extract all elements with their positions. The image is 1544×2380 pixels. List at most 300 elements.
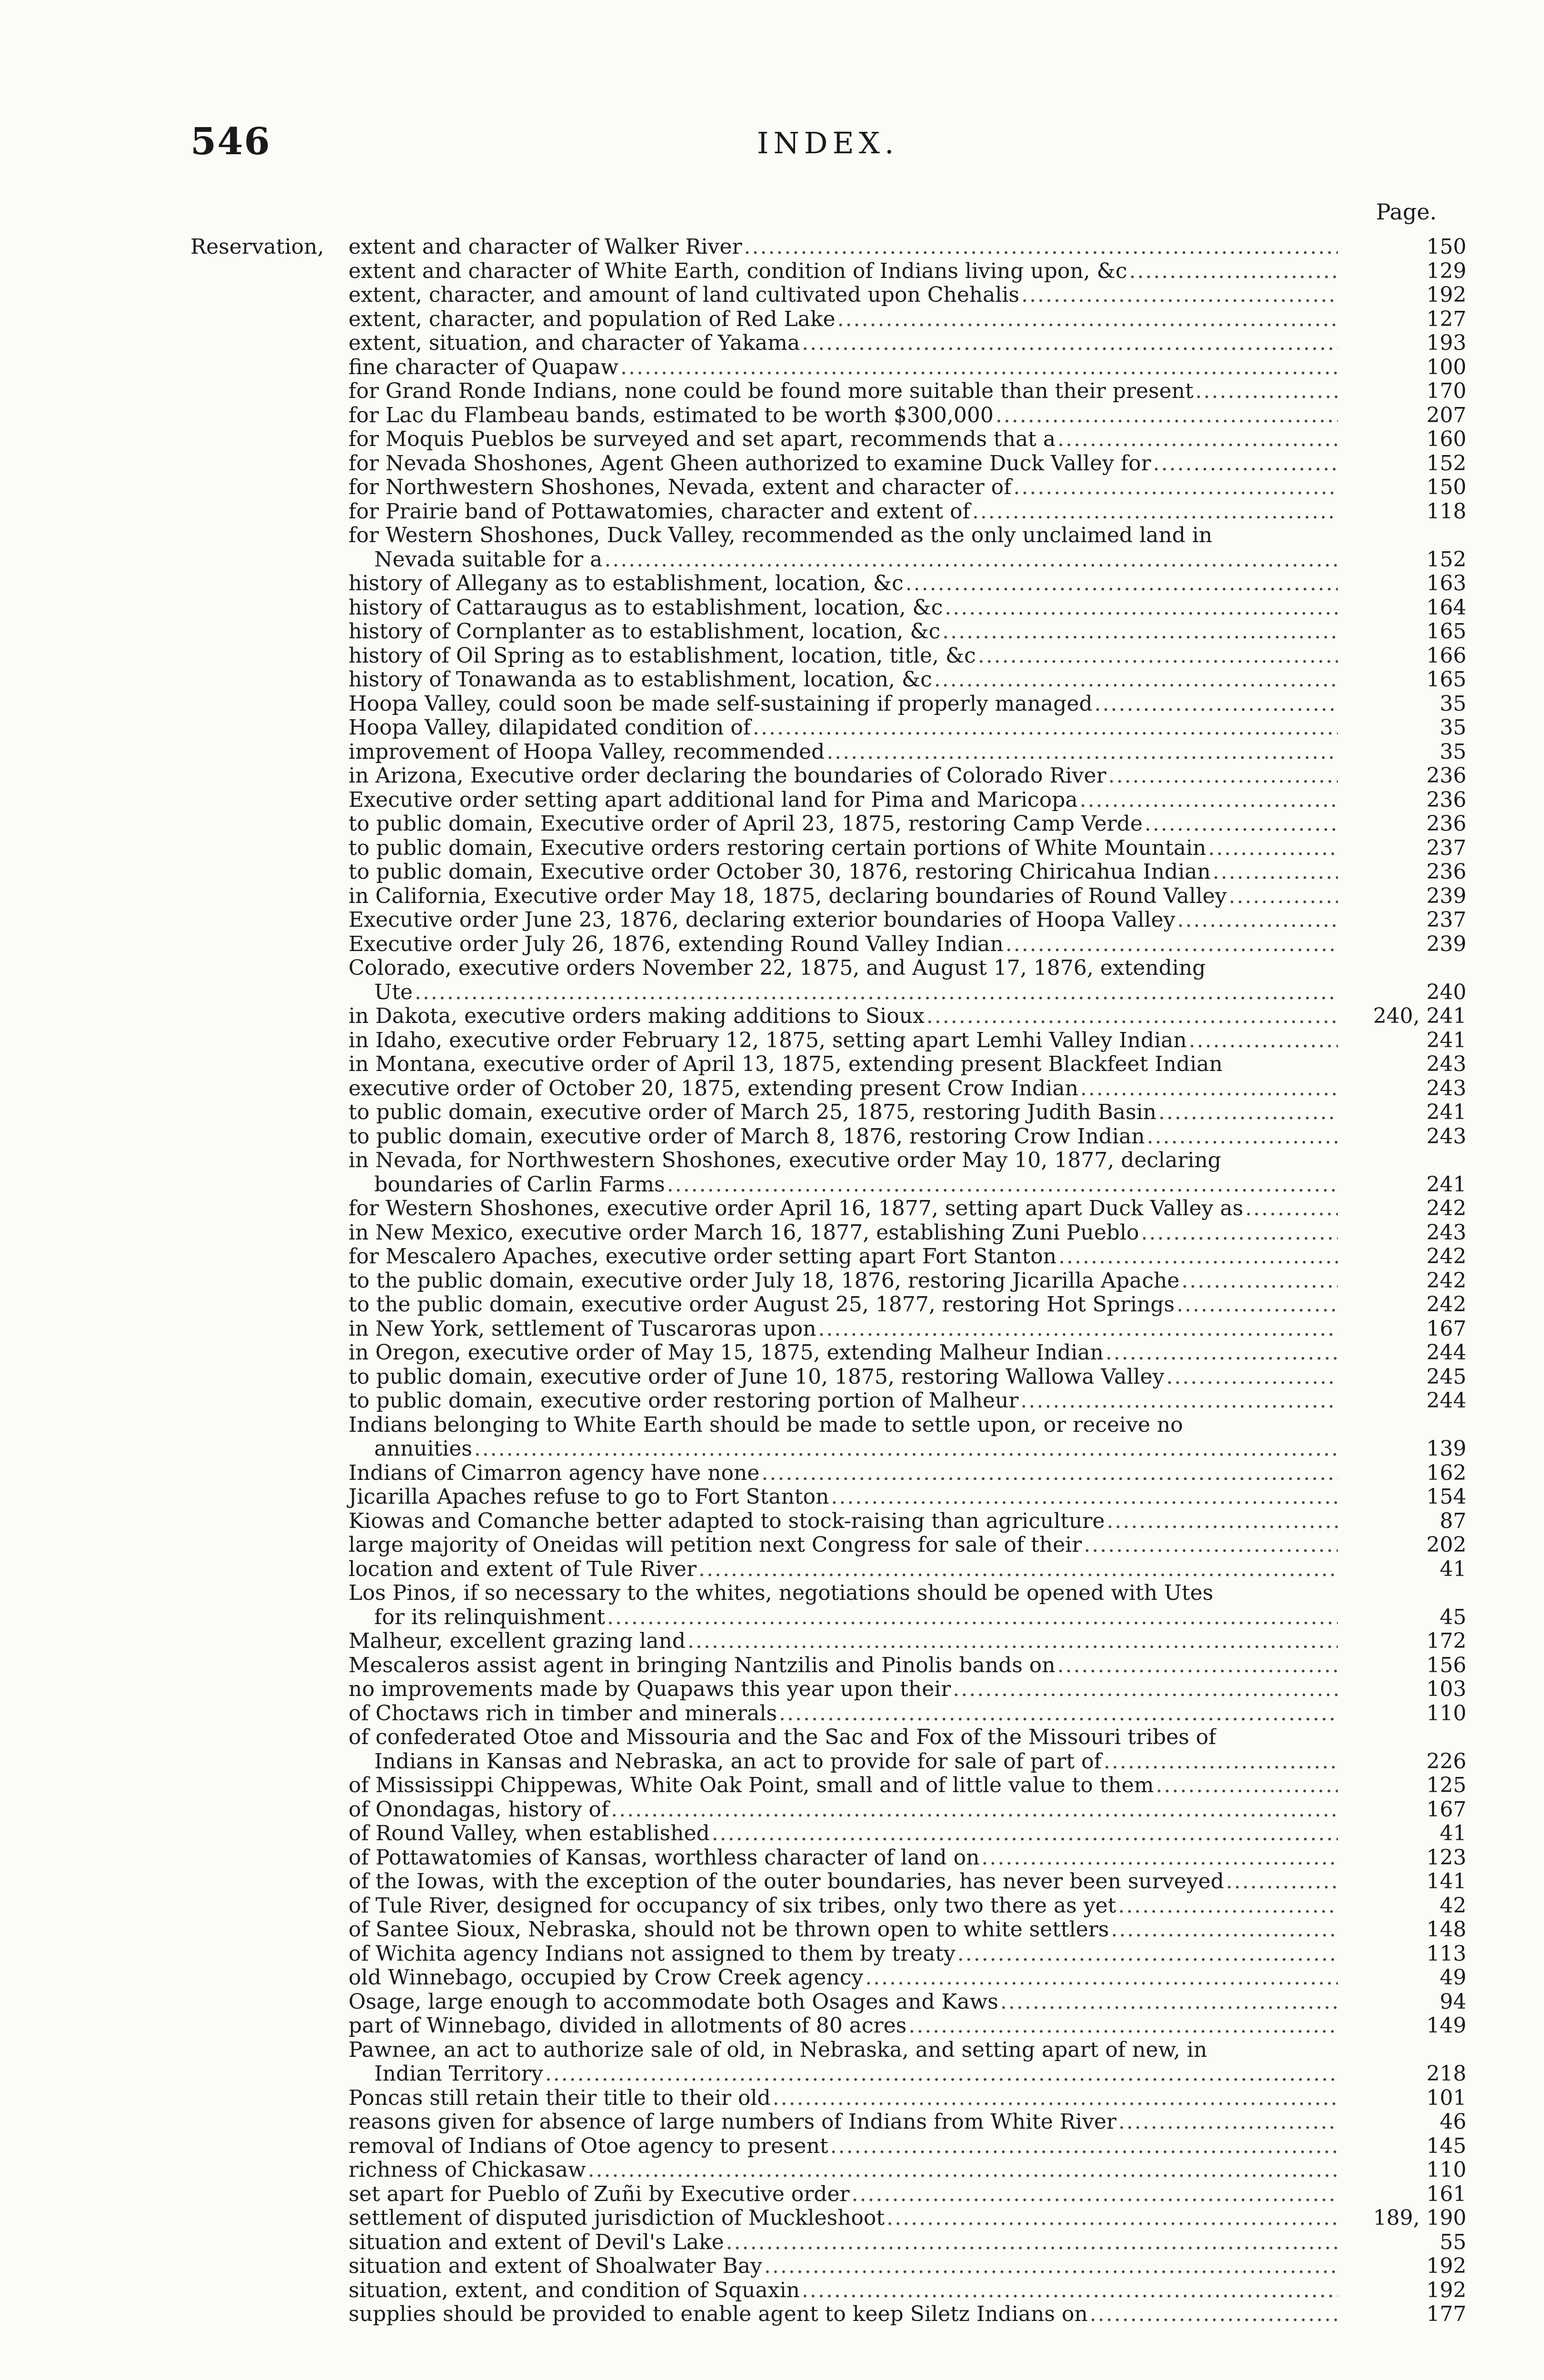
index-entry <box>190 1437 1466 1461</box>
page-reference: 242 <box>1426 1293 1466 1317</box>
dot-leader <box>611 1798 1338 1822</box>
index-entry <box>190 283 1466 307</box>
dot-leader <box>1129 259 1338 284</box>
dot-leader <box>827 740 1338 764</box>
entry-text: history of Oil Spring as to establishment, location, title, &c <box>349 644 976 668</box>
index-entry <box>190 981 1466 1005</box>
dot-leader <box>545 2062 1338 2086</box>
index-entry <box>190 1533 1466 1557</box>
page-reference: 49 <box>1440 1966 1466 1990</box>
dot-leader <box>1080 788 1338 813</box>
entry-text: to public domain, Executive orders restoring certain portions of White Mountain <box>349 836 1206 860</box>
entry-text: set apart for Pueblo of Zuñi by Executive order <box>349 2182 850 2206</box>
entry-text: Malheur, excellent grazing land <box>349 1629 686 1653</box>
index-entry <box>190 1629 1466 1654</box>
index-entry <box>190 596 1466 620</box>
dot-leader <box>865 1966 1338 1990</box>
entry-text: for Western Shoshones, executive order April 16, 1877, setting apart Duck Valley as <box>349 1197 1244 1220</box>
entry-text: for its relinquishment <box>374 1605 605 1629</box>
dot-leader <box>887 2206 1338 2231</box>
entry-text: of Tule River, designed for occupancy of six tribes, only two there as yet <box>349 1894 1116 1918</box>
dot-leader <box>1141 1221 1338 1245</box>
page-reference: 101 <box>1426 2086 1466 2110</box>
page-reference: 42 <box>1440 1894 1466 1918</box>
entry-text: situation and extent of Devil's Lake <box>349 2230 724 2254</box>
page-reference: 218 <box>1426 2062 1466 2086</box>
entry-text: Nevada suitable for a <box>374 547 603 572</box>
dot-leader <box>607 1606 1338 1630</box>
entry-text: of the Iowas, with the exception of the outer boundaries, has never been surveyed <box>349 1870 1224 1894</box>
page-reference: 164 <box>1426 595 1466 620</box>
index-entry <box>190 427 1466 452</box>
page-reference: 240, 241 <box>1373 1004 1466 1028</box>
index-entry <box>190 500 1466 524</box>
entry-text: to public domain, executive order of March 25, 1875, restoring Judith Basin <box>349 1101 1157 1124</box>
page-reference: 152 <box>1426 547 1466 572</box>
index-entry <box>190 668 1466 692</box>
running-head: INDEX. <box>757 126 899 160</box>
index-entry <box>190 1774 1466 1798</box>
dot-leader <box>588 2158 1338 2182</box>
page-reference: 41 <box>1440 1557 1466 1581</box>
page-reference: 149 <box>1426 2014 1466 2038</box>
index-entry <box>190 1726 1466 1750</box>
index-entry <box>190 1966 1466 1990</box>
index-entry <box>190 932 1466 957</box>
page-reference: 103 <box>1426 1677 1466 1701</box>
entry-text: removal of Indians of Otoe agency to present <box>349 2134 828 2158</box>
page-reference: 125 <box>1426 1774 1466 1797</box>
page-reference: 150 <box>1426 476 1466 499</box>
dot-leader <box>1158 1101 1338 1125</box>
entry-text: in Dakota, executive orders making additions to Sioux <box>349 1004 925 1028</box>
entry-text: old Winnebago, occupied by Crow Creek agency <box>349 1966 864 1990</box>
dot-leader <box>1118 1894 1338 1918</box>
page-reference: 202 <box>1426 1533 1466 1557</box>
dot-leader <box>1020 1389 1338 1413</box>
index-entry <box>190 956 1466 981</box>
index-entry <box>190 1677 1466 1702</box>
page-reference: 94 <box>1440 1990 1466 2014</box>
entry-text: for Nevada Shoshones, Agent Gheen authorized to examine Duck Valley for <box>349 451 1151 476</box>
entry-text: of Mississippi Chippewas, White Oak Point, small and of little value to them <box>349 1774 1154 1797</box>
index-entry <box>190 548 1466 572</box>
index-entry <box>190 2302 1466 2327</box>
entry-text: boundaries of Carlin Farms <box>374 1172 665 1197</box>
page-reference: 35 <box>1440 716 1466 740</box>
entry-text: of Santee Sioux, Nebraska, should not be thrown open to white settlers <box>349 1918 1109 1942</box>
page-reference: 242 <box>1426 1245 1466 1269</box>
index-entry <box>190 1870 1466 1894</box>
index-entry <box>190 1101 1466 1125</box>
index-entry <box>190 1221 1466 1245</box>
entry-text: in Montana, executive order of April 13, 1875, extending present Blackfeet Indian <box>349 1052 1223 1076</box>
entry-text: part of Winnebago, divided in allotments of 80 acres <box>349 2014 907 2038</box>
index-entry <box>190 1702 1466 1726</box>
entry-text: supplies should be provided to enable agent to keep Siletz Indians on <box>349 2302 1088 2326</box>
page-reference: 240 <box>1426 980 1466 1004</box>
page-reference: 166 <box>1426 644 1466 668</box>
dot-leader <box>934 668 1338 692</box>
entry-text: history of Allegany as to establishment, location, &c <box>349 572 904 595</box>
index-entry <box>190 307 1466 332</box>
page-reference: 35 <box>1440 692 1466 716</box>
index-entry <box>190 764 1466 788</box>
page-reference: 87 <box>1440 1509 1466 1533</box>
entry-text: of confederated Otoe and Missouria and the Sac and Fox of the Missouri tribes of <box>349 1726 1216 1749</box>
page-reference: 241 <box>1426 1028 1466 1052</box>
page-reference: 239 <box>1426 932 1466 956</box>
entry-text: Indians in Kansas and Nebraska, an act to provide for sale of part of <box>374 1749 1102 1774</box>
page-reference: 241 <box>1426 1172 1466 1197</box>
dot-leader <box>698 1557 1338 1582</box>
entry-text: Osage, large enough to accommodate both Osages and Kaws <box>349 1990 998 2014</box>
entry-text: no improvements made by Quapaws this year upon their <box>349 1677 951 1701</box>
index-entry <box>190 884 1466 909</box>
dot-leader <box>1166 1365 1338 1389</box>
dot-leader <box>761 1461 1338 1486</box>
index-entry <box>190 1750 1466 1774</box>
dot-leader <box>773 2086 1338 2111</box>
dot-leader <box>953 1677 1338 1702</box>
page-number: 546 <box>190 120 271 163</box>
index-entry <box>190 2110 1466 2134</box>
entry-text: Indians belonging to White Earth should be made to settle upon, or receive no <box>349 1413 1183 1437</box>
index-entry <box>190 1798 1466 1822</box>
dot-leader <box>908 2014 1338 2038</box>
entry-text: Executive order setting apart additional land for Pima and Maricopa <box>349 788 1078 812</box>
index-entry <box>190 2279 1466 2303</box>
entry-text: Jicarilla Apaches refuse to go to Fort Stanton <box>349 1485 829 1509</box>
entry-text: Hoopa Valley, could soon be made self-sustaining if properly managed <box>349 692 1093 716</box>
entry-text: situation, extent, and condition of Squaxin <box>349 2278 800 2302</box>
entry-text: history of Cattaraugus as to establishment, location, &c <box>349 595 943 620</box>
page-reference: 110 <box>1426 1701 1466 1726</box>
entry-text: Executive order July 26, 1876, extending Round Valley Indian <box>349 932 1004 956</box>
page-reference: 55 <box>1440 2230 1466 2254</box>
entry-text: in Nevada, for Northwestern Shoshones, executive order May 10, 1877, declaring <box>349 1149 1221 1172</box>
page-reference: 118 <box>1426 499 1466 524</box>
index-entry <box>190 836 1466 861</box>
dot-leader <box>1176 1293 1338 1317</box>
entry-text: for Western Shoshones, Duck Valley, recommended as the only unclaimed land in <box>349 524 1213 547</box>
dot-leader <box>1000 1990 1338 2014</box>
entry-text: extent, character, and amount of land cultivated upon Chehalis <box>349 283 1020 307</box>
entry-text: richness of Chickasaw <box>349 2158 586 2182</box>
index-entry <box>190 620 1466 644</box>
dot-leader <box>945 596 1338 620</box>
dot-leader <box>687 1629 1338 1654</box>
index-entry <box>190 2158 1466 2182</box>
page-reference: 127 <box>1426 307 1466 331</box>
entry-text: of Round Valley, when established <box>349 1822 710 1845</box>
index-entry <box>190 860 1466 884</box>
page-reference: 241 <box>1426 1101 1466 1124</box>
index-entry <box>190 1293 1466 1317</box>
entry-text: Pawnee, an act to authorize sale of old, in Nebraska, and setting apart of new, in <box>349 2038 1207 2062</box>
index-entry <box>190 1606 1466 1630</box>
entry-text: of Choctaws rich in timber and minerals <box>349 1701 777 1726</box>
page-reference: 244 <box>1426 1389 1466 1413</box>
index-entry <box>190 524 1466 548</box>
page-reference: 243 <box>1426 1076 1466 1101</box>
page-reference: 236 <box>1426 812 1466 836</box>
page-reference: 110 <box>1426 2158 1466 2182</box>
entry-text: Mescaleros assist agent in bringing Nantzilis and Pinolis bands on <box>349 1653 1056 1677</box>
index-entry <box>190 2038 1466 2063</box>
index-entry <box>190 1894 1466 1918</box>
page-reference: 113 <box>1426 1942 1466 1966</box>
page-reference: 167 <box>1426 1317 1466 1341</box>
dot-leader <box>1095 692 1338 716</box>
dot-leader <box>1226 1870 1338 1894</box>
page-reference: 244 <box>1426 1341 1466 1365</box>
page-reference: 139 <box>1426 1437 1466 1461</box>
dot-leader <box>1057 1654 1338 1678</box>
index-entry <box>190 1149 1466 1173</box>
index-entry <box>190 2062 1466 2086</box>
index-entry <box>190 331 1466 356</box>
dot-leader <box>978 644 1338 668</box>
page-reference: 243 <box>1426 1220 1466 1245</box>
entry-text: for Mescalero Apaches, executive order setting apart Fort Stanton <box>349 1245 1057 1269</box>
index-entry <box>190 1077 1466 1101</box>
dot-leader <box>852 2182 1338 2207</box>
index-entry <box>190 235 1466 259</box>
page-reference: 192 <box>1426 283 1466 307</box>
dot-leader <box>620 356 1338 380</box>
dot-leader <box>830 2134 1338 2159</box>
page-reference: 243 <box>1426 1124 1466 1149</box>
page-reference: 129 <box>1426 259 1466 283</box>
index-entry <box>190 572 1466 596</box>
index-entry <box>190 692 1466 716</box>
entry-text: in Oregon, executive order of May 15, 1875, extending Malheur Indian <box>349 1341 1104 1365</box>
index-entry <box>190 1581 1466 1606</box>
entry-text: extent and character of White Earth, condition of Indians living upon, &c <box>349 259 1127 283</box>
dot-leader <box>1181 1269 1338 1293</box>
page-reference: 170 <box>1426 379 1466 403</box>
dot-leader <box>1104 1750 1338 1774</box>
page-reference: 45 <box>1440 1605 1466 1629</box>
entry-text: location and extent of Tule River <box>349 1557 697 1581</box>
page-reference: 150 <box>1426 235 1466 259</box>
entry-text: extent and character of Walker River <box>349 235 742 259</box>
index-entry <box>190 1918 1466 1942</box>
page-reference: 192 <box>1426 2254 1466 2278</box>
entry-text: situation and extent of Shoalwater Bay <box>349 2254 762 2278</box>
page-reference: 165 <box>1426 620 1466 644</box>
index-entry <box>190 259 1466 284</box>
index-entry <box>190 1822 1466 1846</box>
index-entry <box>190 740 1466 764</box>
index-entry <box>190 908 1466 932</box>
index-entry <box>190 2231 1466 2255</box>
page-reference: 245 <box>1426 1365 1466 1389</box>
index-entry <box>190 1389 1466 1413</box>
page-reference: 239 <box>1426 884 1466 908</box>
entry-text: Colorado, executive orders November 22, 1875, and August 17, 1876, extending <box>349 956 1206 980</box>
page-reference: 242 <box>1426 1197 1466 1220</box>
entry-text: Indian Territory <box>374 2062 543 2086</box>
entry-text: for Lac du Flambeau bands, estimated to be worth $300,000 <box>349 403 994 427</box>
entry-text: fine character of Quapaw <box>349 355 619 379</box>
index-entry <box>190 2134 1466 2159</box>
entry-text: of Wichita agency Indians not assigned to them by treaty <box>349 1942 956 1966</box>
page-reference: 160 <box>1426 427 1466 451</box>
page-reference: 100 <box>1426 355 1466 379</box>
dot-leader <box>831 1485 1338 1509</box>
index-entry <box>190 1317 1466 1341</box>
index-entry <box>190 356 1466 380</box>
page-reference: 237 <box>1426 908 1466 932</box>
index-entry <box>190 1990 1466 2014</box>
index-entry <box>190 1485 1466 1509</box>
dot-leader <box>1021 283 1338 307</box>
dot-leader <box>1084 1533 1338 1557</box>
dot-leader <box>996 404 1338 428</box>
dot-leader <box>1090 2302 1338 2327</box>
page-column-heading: Page. <box>1376 199 1437 225</box>
entry-text: to the public domain, executive order August 25, 1877, restoring Hot Springs <box>349 1293 1175 1317</box>
entry-text: history of Tonawanda as to establishment, location, &c <box>349 668 932 692</box>
entry-text: Ute <box>374 980 413 1004</box>
index-entries <box>190 235 1466 2327</box>
page-reference: 236 <box>1426 764 1466 788</box>
dot-leader <box>1006 932 1338 957</box>
entry-text: in New Mexico, executive order March 16, 1877, establishing Zuni Pueblo <box>349 1220 1139 1245</box>
index-entry <box>190 2014 1466 2038</box>
entry-text: Kiowas and Comanche better adapted to stock-raising than agriculture <box>349 1509 1105 1533</box>
page-reference: 167 <box>1426 1797 1466 1822</box>
dot-leader <box>667 1173 1338 1197</box>
dot-leader <box>1156 1774 1338 1798</box>
index-entry <box>190 1004 1466 1029</box>
index-entry <box>190 1846 1466 1870</box>
dot-leader <box>744 235 1338 259</box>
page-reference: 189, 190 <box>1373 2206 1466 2230</box>
entry-text: to public domain, executive order of March 8, 1876, restoring Crow Indian <box>349 1124 1145 1149</box>
page-reference: 207 <box>1426 403 1466 427</box>
dot-leader <box>1106 1509 1338 1534</box>
dot-leader <box>1111 1918 1338 1942</box>
page-reference: 192 <box>1426 2278 1466 2302</box>
page-reference: 152 <box>1426 451 1466 476</box>
dot-leader <box>1080 1077 1338 1101</box>
index-entry <box>190 716 1466 740</box>
index-entry <box>190 1245 1466 1269</box>
index-entry <box>190 644 1466 668</box>
dot-leader <box>1153 452 1338 476</box>
page-reference: 46 <box>1440 2110 1466 2134</box>
index-entry <box>190 2254 1466 2279</box>
dot-leader <box>1147 1125 1338 1149</box>
entry-text: in Arizona, Executive order declaring the boundaries of Colorado River <box>349 764 1106 788</box>
index-entry <box>190 812 1466 836</box>
dot-leader <box>1189 1029 1338 1053</box>
dot-leader <box>1245 1197 1338 1221</box>
dot-leader <box>802 2279 1338 2303</box>
index-entry <box>190 1125 1466 1149</box>
dot-leader <box>957 1942 1338 1966</box>
index-entry <box>190 1942 1466 1966</box>
dot-leader <box>1229 884 1338 909</box>
entry-text: large majority of Oneidas will petition next Congress for sale of their <box>349 1533 1082 1557</box>
page-reference: 236 <box>1426 860 1466 884</box>
entry-text: in Idaho, executive order February 12, 1875, setting apart Lemhi Valley Indian <box>349 1028 1187 1052</box>
entry-text: to public domain, Executive order October 30, 1876, restoring Chiricahua Indian <box>349 860 1211 884</box>
dot-leader <box>779 1702 1338 1726</box>
index-entry <box>190 1461 1466 1486</box>
entry-text: to the public domain, executive order July 18, 1876, restoring Jicarilla Apache <box>349 1269 1180 1293</box>
page-reference: 172 <box>1426 1629 1466 1653</box>
dot-leader <box>1145 812 1338 836</box>
index-entry <box>190 1341 1466 1365</box>
entry-text: to public domain, executive order restoring portion of Malheur <box>349 1389 1019 1413</box>
page-reference: 236 <box>1426 788 1466 812</box>
page-reference: 35 <box>1440 740 1466 764</box>
dot-leader <box>906 572 1338 596</box>
page-reference: 156 <box>1426 1653 1466 1677</box>
dot-leader <box>1057 427 1338 452</box>
dot-leader <box>837 307 1338 332</box>
entry-text: executive order of October 20, 1875, extending present Crow Indian <box>349 1076 1078 1101</box>
index-entry <box>190 404 1466 428</box>
page-reference: 141 <box>1426 1870 1466 1894</box>
entry-text: for Grand Ronde Indians, none could be found more suitable than their present <box>349 379 1194 403</box>
dot-leader <box>474 1437 1338 1461</box>
entry-text: annuities <box>374 1437 472 1461</box>
dot-leader <box>1013 476 1338 500</box>
page-reference: 148 <box>1426 1918 1466 1942</box>
index-entry <box>190 2182 1466 2207</box>
dot-leader <box>712 1822 1338 1846</box>
entry-text: improvement of Hoopa Valley, recommended <box>349 740 825 764</box>
page-reference: 123 <box>1426 1845 1466 1870</box>
dot-leader <box>1058 1245 1338 1269</box>
page-reference: 163 <box>1426 572 1466 595</box>
index-entry <box>190 379 1466 404</box>
entry-text: to public domain, executive order of June 10, 1875, restoring Wallowa Valley <box>349 1365 1165 1389</box>
dot-leader <box>1108 764 1338 788</box>
entry-text: for Prairie band of Pottawatomies, character and extent of <box>349 499 970 524</box>
page-reference: 41 <box>1440 1822 1466 1845</box>
page-reference: 161 <box>1426 2182 1466 2206</box>
dot-leader <box>926 1004 1338 1029</box>
entry-text: Indians of Cimarron agency have none <box>349 1461 760 1485</box>
dot-leader <box>726 2231 1338 2255</box>
index-entry <box>190 788 1466 813</box>
entry-text: extent, situation, and character of Yakama <box>349 331 800 355</box>
entry-text: to public domain, Executive order of April 23, 1875, restoring Camp Verde <box>349 812 1143 836</box>
entry-text: reasons given for absence of large numbers of Indians from White River <box>349 2110 1116 2134</box>
index-entry <box>190 1509 1466 1534</box>
dot-leader <box>764 2254 1338 2279</box>
page-reference: 242 <box>1426 1269 1466 1293</box>
dot-leader <box>942 620 1338 644</box>
dot-leader <box>1177 908 1338 932</box>
entry-text: in New York, settlement of Tuscaroras upon <box>349 1317 817 1341</box>
entry-text: Executive order June 23, 1876, declaring exterior boundaries of Hoopa Valley <box>349 908 1175 932</box>
dot-leader <box>802 331 1338 356</box>
entry-heading: Reservation, <box>190 235 324 259</box>
dot-leader <box>972 500 1338 524</box>
index-entry <box>190 2206 1466 2231</box>
page-reference: 193 <box>1426 331 1466 355</box>
page-reference: 243 <box>1426 1052 1466 1076</box>
index-entry <box>190 1173 1466 1197</box>
page-reference: 226 <box>1426 1749 1466 1774</box>
